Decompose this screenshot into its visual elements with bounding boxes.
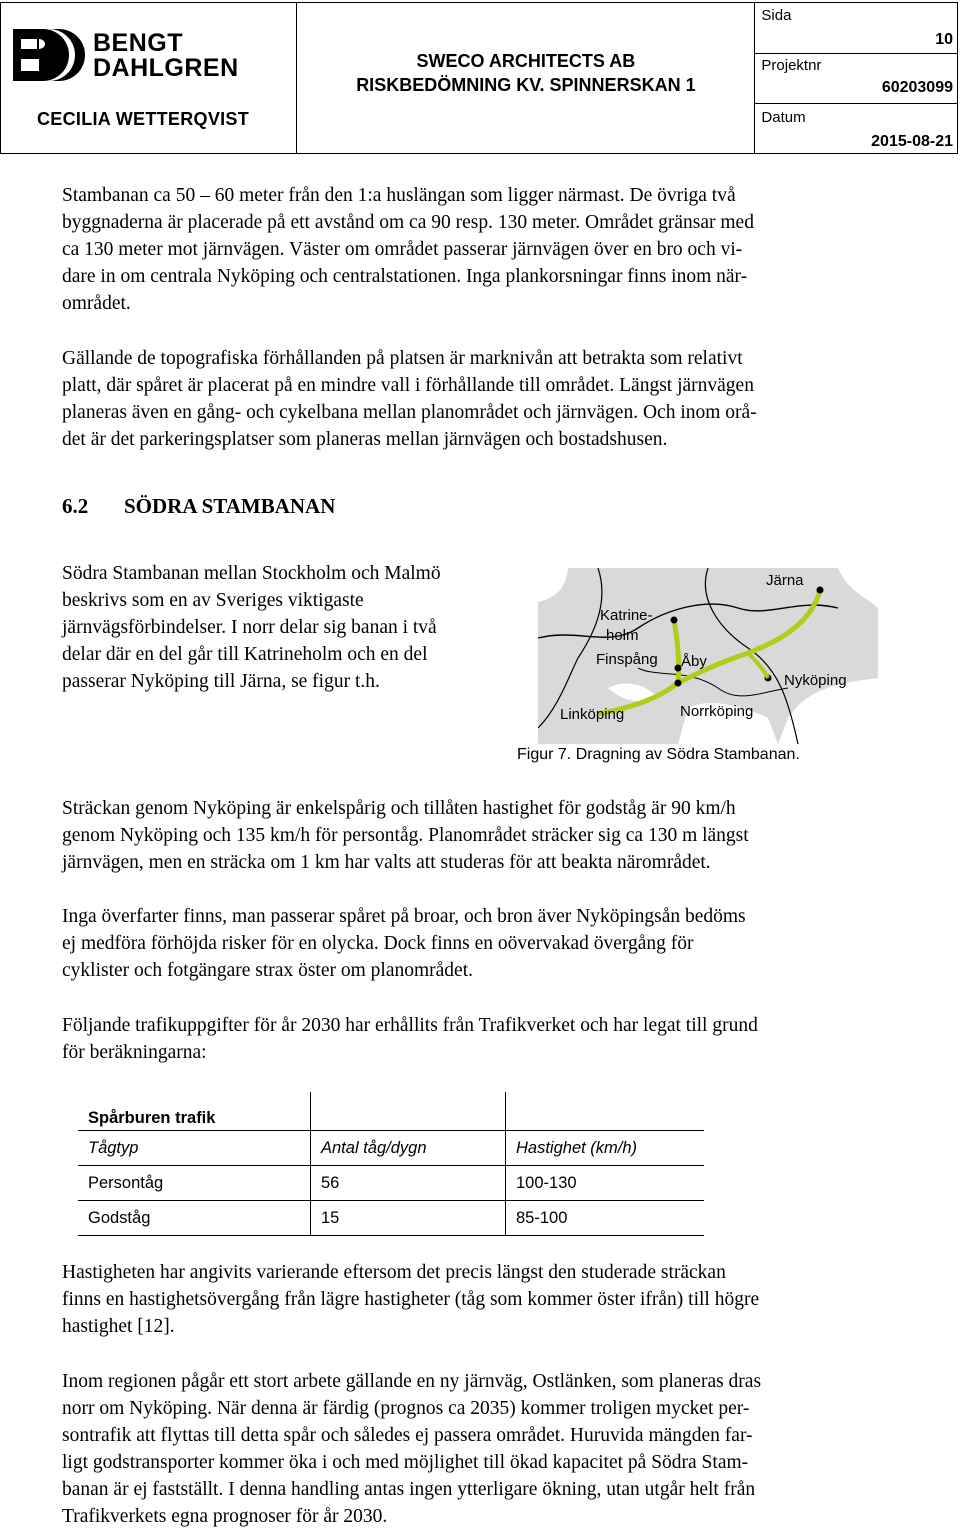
crossings-paragraph [62, 903, 912, 984]
intro-paragraph [62, 182, 912, 317]
page-row [755, 3, 957, 54]
table-cell-empty [311, 1092, 506, 1131]
text-line: för beräkningarna: [62, 1042, 207, 1063]
section-number: 6.2 [62, 494, 89, 518]
map-label-linkoping: Linköping [560, 706, 625, 723]
date-row [755, 103, 957, 155]
map-label-finspang: Finspång [596, 651, 658, 668]
column-header: Hastighet (km/h) [506, 1131, 705, 1166]
text-line: planeras även en gång- och cykelbana mellan planområdet och järnvägen. Och inom orå- [62, 402, 757, 423]
date-label: Datum [761, 109, 806, 126]
table-cell: 85-100 [506, 1201, 705, 1236]
table-cell: 15 [311, 1201, 506, 1236]
column-header: Tågtyp [78, 1131, 311, 1166]
logo-mark-icon [13, 29, 85, 81]
text-line: Sträckan genom Nyköping är enkelspårig och tillåten hastighet för godståg är 90 km/h [62, 798, 736, 819]
logo-line-2: DAHLGREN [93, 54, 239, 82]
section-intro-paragraph [62, 560, 532, 695]
text-line: genom Nyköping och 135 km/h för persontåg. Planområdet sträcker sig ca 130 m längst [62, 825, 749, 846]
traffic-table [78, 1092, 704, 1236]
text-line: byggnaderna är placerade på ett avstånd om ca 90 resp. 130 meter. Området gränsar med [62, 212, 754, 233]
map-label-aby: Åby [681, 653, 707, 670]
map-label-jarna: Järna [766, 572, 804, 589]
text-line: dare in om centrala Nyköping och centralstationen. Inga plankorsningar finns inom när- [62, 266, 748, 287]
map-label-nykoping: Nyköping [784, 672, 847, 689]
document-title: RISKBEDÖMNING KV. SPINNERSKAN 1 [356, 75, 696, 95]
logo-text [93, 31, 239, 81]
text-line: ej medföra förhöjda risker för en olycka. Dock finns en oövervakad övergång för [62, 933, 694, 954]
project-row [755, 53, 957, 104]
text-line: banan är ej fastställt. I denna handling antas ingen ytterligare ökning, utan utgår helt från [62, 1479, 756, 1500]
table-row [78, 1166, 704, 1201]
text-line: ca 130 meter mot järnvägen. Väster om området passerar järnvägen över en bro och vi- [62, 239, 743, 260]
text-line: cyklister och fotgängare strax öster om planområdet. [62, 960, 473, 981]
text-line: hastighet [12]. [62, 1316, 175, 1337]
section-heading [62, 494, 335, 519]
logo-line-1: BENGT [93, 29, 183, 57]
text-line: Stambanan ca 50 – 60 meter från den 1:a huslängan som ligger närmast. De övriga två [62, 185, 736, 206]
text-line: järnvägsförbindelser. I norr delar sig banan i två [62, 617, 437, 638]
text-line: norr om Nyköping. När denna är färdig (prognos ca 2035) kommer troligen mycket per- [62, 1398, 750, 1419]
map-label-katrineholm-2: holm [606, 627, 639, 644]
text-line: finns en hastighetsövergång från lägre hastigheter (tåg som kommer öster ifrån) till högre [62, 1289, 760, 1310]
page-label: Sida [761, 7, 792, 24]
company-name: SWECO ARCHITECTS AB [416, 51, 636, 71]
text-line: Följande trafikuppgifter för år 2030 har erhållits från Trafikverket och har legat till grund [62, 1015, 758, 1036]
project-label: Projektnr [761, 57, 822, 74]
station-katrineholm [671, 617, 678, 624]
logo-cell [1, 3, 297, 154]
text-line: Trafikverkets egna prognoser för år 2030. [62, 1506, 388, 1527]
text-line: Gällande de topografiska förhållanden på platsen är marknivån att betrakta som relativt [62, 348, 743, 369]
text-line: passerar Nyköping till Järna, se figur t.h. [62, 671, 380, 692]
table-cell: 56 [311, 1166, 506, 1201]
meta-cell [755, 3, 958, 154]
speed-variation-paragraph [62, 1259, 912, 1340]
table-cell: Persontåg [78, 1166, 311, 1201]
page-number: 10 [935, 31, 953, 48]
text-line: det är det parkeringsplatser som planeras mellan järnvägen och bostadshusen. [62, 429, 668, 450]
company-logo [13, 29, 293, 89]
topography-paragraph [62, 345, 912, 453]
station-norrkoping [675, 680, 682, 687]
text-line: sontrafik att flyttas till detta spår och således ej passera området. Huruvida mängden far- [62, 1425, 753, 1446]
section-title: SÖDRA STAMBANAN [124, 494, 336, 518]
table-cell-empty [506, 1092, 705, 1131]
text-line: beskrivs som en av Sveriges viktigaste [62, 590, 364, 611]
figure-caption: Figur 7. Dragning av Södra Stambanan. [517, 746, 800, 763]
text-line: platt, där spåret är placerat på en mindre vall i förhållande till området. Längst järnvägen [62, 375, 754, 396]
text-line: Hastigheten har angivits varierande eftersom det precis längst den studerade sträckan [62, 1262, 726, 1283]
map-label-katrineholm: Katrine- [600, 607, 653, 624]
speed-paragraph [62, 795, 912, 876]
table-title: Spårburen trafik [78, 1092, 311, 1131]
date-value: 2015-08-21 [871, 133, 953, 150]
project-number: 60203099 [881, 79, 953, 96]
text-line: Södra Stambanan mellan Stockholm och Malmö [62, 563, 441, 584]
map-label-norrkoping: Norrköping [680, 703, 754, 720]
text-line: delar där en del går till Katrineholm och en del [62, 644, 428, 665]
document-header [0, 2, 958, 154]
table-row [78, 1201, 704, 1236]
company-block [297, 49, 754, 97]
table-title-row [78, 1092, 704, 1131]
text-line: Inga överfarter finns, man passerar spåret på broar, och bron äver Nyköpingsån bedöms [62, 906, 746, 927]
text-line: ligt godstransporter kommer öka i och med möjlighet till ökad kapacitet på Södra Stam- [62, 1452, 749, 1473]
company-cell [297, 3, 755, 154]
table-header-row [78, 1131, 704, 1166]
text-line: området. [62, 293, 131, 314]
table-cell: 100-130 [506, 1166, 705, 1201]
ostlanken-paragraph [62, 1368, 912, 1530]
table-cell: Godståg [78, 1201, 311, 1236]
railway-map [538, 568, 878, 744]
traffic-intro-paragraph [62, 1012, 912, 1066]
text-line: järnvägen, men en sträcka om 1 km har valts att studeras för att beakta närområdet. [62, 852, 711, 873]
column-header: Antal tåg/dygn [311, 1131, 506, 1166]
text-line: Inom regionen pågår ett stort arbete gällande en ny järnväg, Ostlänken, som planeras dras [62, 1371, 762, 1392]
author-name: CECILIA WETTERQVIST [37, 109, 250, 129]
station-jarna [817, 587, 824, 594]
